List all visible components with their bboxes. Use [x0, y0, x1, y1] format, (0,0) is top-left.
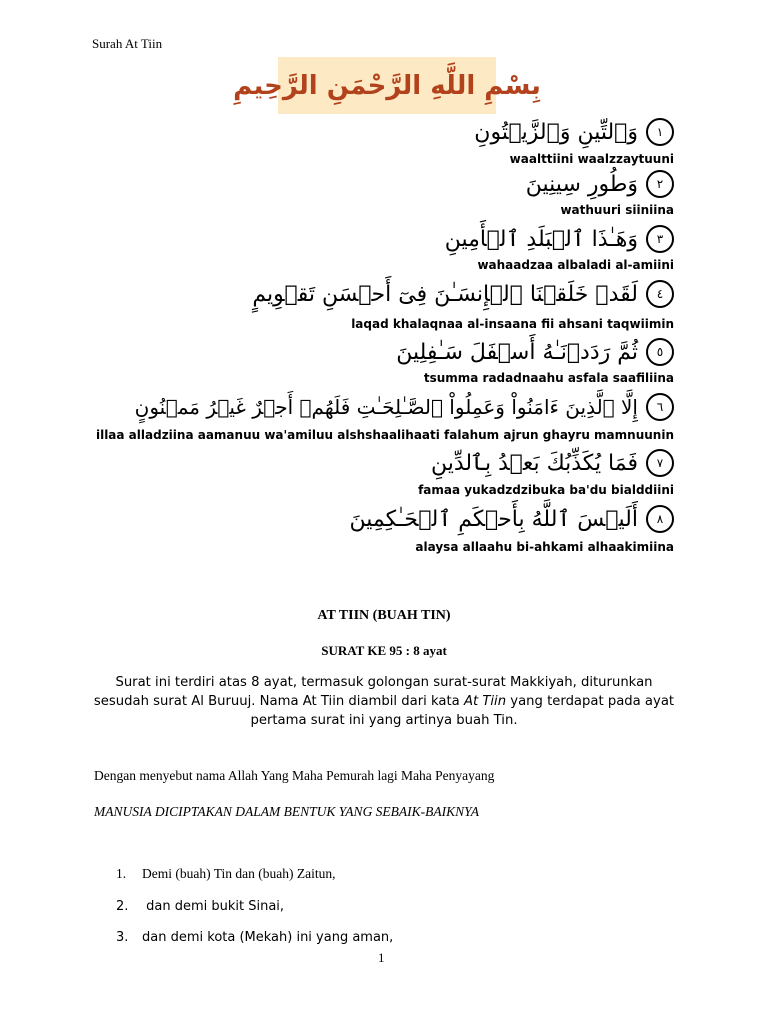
verse-arabic-text: وَهَـٰذَا ٱلۡبَلَدِ ٱلۡأَمِينِ — [444, 226, 638, 252]
verse-arabic — [252, 280, 674, 308]
ayah-number-marker: ٦ — [646, 393, 674, 421]
verse-transliteration: laqad khalaqnaa al-insaana fii ahsani taqwiimin — [351, 317, 674, 331]
basmalah-translation: Dengan menyebut nama Allah Yang Maha Pemurah lagi Maha Penyayang — [94, 768, 495, 783]
ayah-number-marker: ٤ — [646, 280, 674, 308]
ayah-number-marker: ٧ — [646, 449, 674, 477]
intro-text-part2: yang terdapat pada ayat pertama surat ini yang artinya buah Tin. — [250, 694, 675, 728]
verse-transliteration: illaa alladziina aamanuu wa'amiluu alshshaalihaati falahum ajrun ghayru mamnuunin — [95, 428, 674, 442]
verse-arabic — [431, 449, 674, 477]
verse-arabic — [474, 118, 674, 146]
translation-item — [116, 866, 335, 882]
verse-arabic — [445, 225, 674, 253]
verse-arabic — [350, 505, 674, 533]
ayah-number-marker: ٥ — [646, 338, 674, 366]
translation-item — [116, 899, 284, 914]
section-heading: MANUSIA DICIPTAKAN DALAM BENTUK YANG SEBAIK-BAIKNYA — [94, 804, 479, 819]
verse-transliteration: wathuuri siiniina — [560, 203, 674, 217]
verse-arabic-text: ثُمَّ رَدَدۡنَـٰهُ أَسۡفَلَ سَـٰفِلِينَ — [396, 339, 638, 365]
page-number: 1 — [378, 950, 385, 965]
list-number: 2. — [116, 899, 129, 914]
verse-arabic-text: وَطُورِ سِينِينَ — [525, 171, 638, 197]
surah-title: AT TIIN (BUAH TIN) — [317, 608, 451, 623]
verse-arabic-text: إِلَّا ٱلَّذِينَ ءَامَنُواْ وَعَمِلُواْ ٱلصَّـٰلِحَـٰتِ فَلَهُمۡ أَجۡرٌ غَيۡرُ مَمۡنُونٍ — [134, 395, 638, 419]
ayah-number-marker: ١ — [646, 118, 674, 146]
ayah-number-marker: ٣ — [646, 225, 674, 253]
verse-arabic-text: لَقَدۡ خَلَقۡنَا ٱلۡإِنسَـٰنَ فِىٓ أَحۡسَنِ تَقۡوِيمٍ — [252, 281, 638, 307]
intro-paragraph — [92, 673, 676, 730]
list-text: Demi (buah) Tin dan (buah) Zaitun, — [142, 866, 336, 881]
translation-item — [116, 930, 393, 945]
verse-transliteration: waalttiini waalzzaytuuni — [509, 152, 674, 166]
verse-arabic — [396, 338, 674, 366]
verse-arabic-text: وَٱلتِّينِ وَٱلزَّيۡتُونِ — [474, 119, 638, 145]
verse-arabic-text: فَمَا يُكَذِّبُكَ بَعۡدُ بِٱلدِّينِ — [430, 450, 638, 476]
intro-text-part1: Surat ini terdiri atas 8 ayat, termasuk golongan surat-surat Makkiyah, diturunkan sesudah surat Al Buruuj. Nama At Tiin diambil dari kata — [93, 675, 653, 709]
list-number: 1. — [116, 866, 127, 881]
verse-transliteration: alaysa allaahu bi-ahkami alhaakimiina — [415, 540, 674, 554]
ayah-number-marker: ٨ — [646, 505, 674, 533]
list-text: dan demi kota (Mekah) ini yang aman, — [142, 930, 394, 945]
list-number: 3. — [116, 930, 129, 945]
intro-emphasis: At Tiin — [463, 694, 507, 709]
ayah-number-marker: ٢ — [646, 170, 674, 198]
verse-arabic-text: أَلَيۡسَ ٱللَّهُ بِأَحۡكَمِ ٱلۡحَـٰكِمِينَ — [349, 506, 638, 532]
surah-subtitle: SURAT KE 95 : 8 ayat — [321, 643, 447, 658]
list-text: dan demi bukit Sinai, — [142, 899, 285, 914]
verse-arabic — [135, 393, 674, 421]
verse-arabic — [526, 170, 674, 198]
verse-transliteration: tsumma radadnaahu asfala saafiliina — [423, 371, 674, 385]
page-header: Surah At Tiin — [92, 36, 163, 51]
bismillah-calligraphy — [233, 57, 541, 114]
verse-transliteration: wahaadzaa albaladi al-amiini — [477, 258, 674, 272]
bismillah-text: بِسْمِ اللَّهِ الرَّحْمَنِ الرَّحِيمِ — [233, 70, 541, 101]
verse-transliteration: famaa yukadzdzibuka ba'du bialddiini — [418, 483, 674, 497]
